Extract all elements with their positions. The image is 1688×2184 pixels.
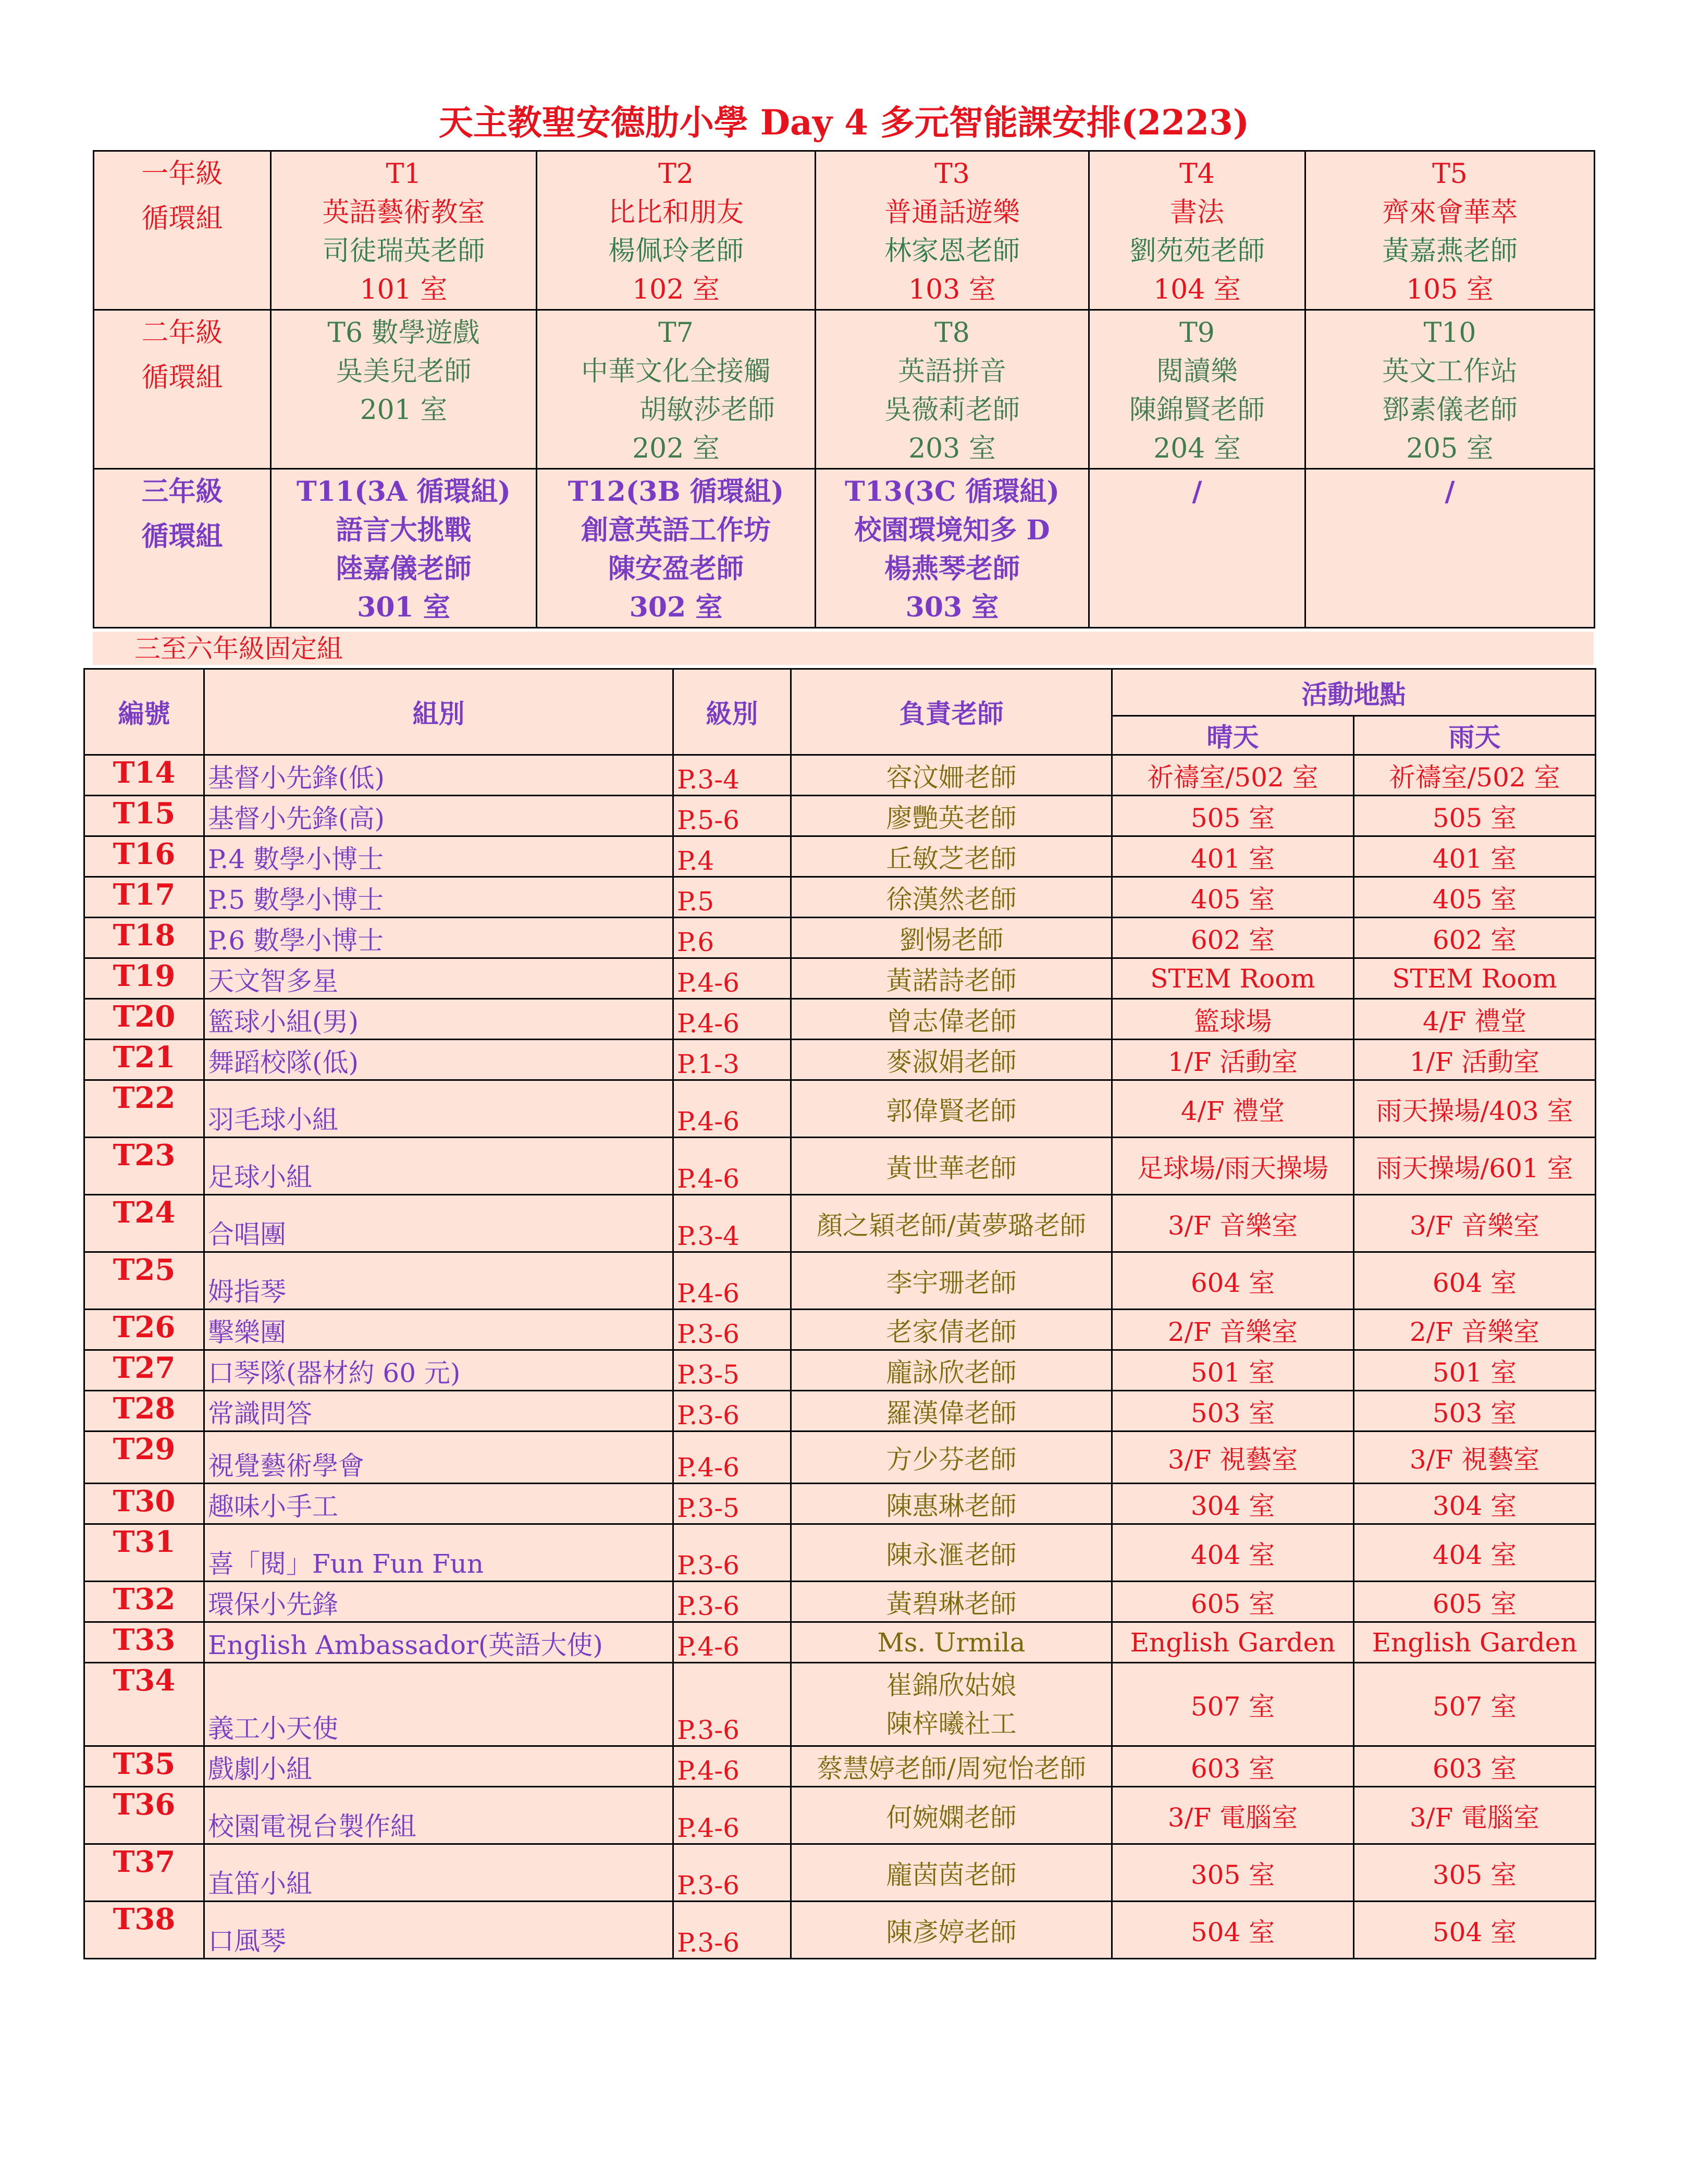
row-group-name: 趣味小手工 [204,1484,673,1524]
rotation-cell: T7 中華文化全接觸 胡敏莎老師 202 室 [537,310,816,469]
rotation-cell: T10 英文工作站 鄧素儀老師 205 室 [1305,310,1595,469]
rotation-cell: T9 閱讀樂 陳錦賢老師 204 室 [1089,310,1305,469]
row-teacher: 黃碧琳老師 [791,1582,1112,1622]
rotation-cell: T8 英語拼音 吳薇莉老師 203 室 [816,310,1089,469]
table-row [84,1622,1596,1663]
row-level: P.4-6 [673,1432,791,1484]
row-venue-sunny: 3/F 音樂室 [1112,1195,1354,1252]
table-row [84,836,1596,877]
table-row [84,1663,1596,1746]
row-group-name: 擊樂團 [204,1310,673,1350]
row-venue-sunny: 401 室 [1112,836,1354,877]
row-venue-rainy: 祈禱室/502 室 [1354,755,1596,796]
rotation-cell: / [1305,469,1595,628]
row-id: T38 [84,1902,204,1959]
row-group-name: 合唱團 [204,1195,673,1252]
row-teacher: 丘敏芝老師 [791,836,1112,877]
row-level: P.1-3 [673,1040,791,1080]
row-id: T34 [84,1663,204,1746]
row-venue-rainy: 3/F 視藝室 [1354,1432,1596,1484]
page-title: 天主教聖安德肋小學 Day 4 多元智能課安排(2223) [438,102,1250,143]
row-venue-sunny: 4/F 禮堂 [1112,1080,1354,1138]
row-group-name: 天文智多星 [204,958,673,999]
header-teacher: 負責老師 [791,669,1112,755]
row-teacher: 廖艷英老師 [791,796,1112,836]
row-venue-sunny: 3/F 電腦室 [1112,1787,1354,1844]
row-venue-sunny: 305 室 [1112,1844,1354,1902]
row-venue-rainy: 3/F 音樂室 [1354,1195,1596,1252]
row-venue-sunny: 605 室 [1112,1582,1354,1622]
row-group-name: P.5 數學小博士 [204,877,673,918]
table-row [84,1787,1596,1844]
row-venue-rainy: STEM Room [1354,958,1596,999]
row-level: P.4-6 [673,1787,791,1844]
row-venue-sunny: 304 室 [1112,1484,1354,1524]
row-id: T28 [84,1391,204,1432]
row-group-name: 羽毛球小組 [204,1080,673,1138]
group-label-p3: 三年級 循環組 [94,469,271,628]
row-venue-rainy: 305 室 [1354,1844,1596,1902]
table-row [84,1080,1596,1138]
table-row [84,796,1596,836]
row-group-name: 基督小先鋒(低) [204,755,673,796]
row-id: T14 [84,755,204,796]
row-teacher: 陳永滙老師 [791,1524,1112,1582]
table-row [84,877,1596,918]
row-venue-sunny: 604 室 [1112,1252,1354,1310]
table-row [84,1310,1596,1350]
row-venue-rainy: 505 室 [1354,796,1596,836]
row-id: T20 [84,999,204,1040]
rotation-cell: T3 普通話遊樂 林家恩老師 103 室 [816,151,1089,310]
fixed-group-table [83,668,1596,1959]
row-teacher: 方少芬老師 [791,1432,1112,1484]
row-teacher: 李宇珊老師 [791,1252,1112,1310]
row-venue-sunny: English Garden [1112,1622,1354,1663]
rotation-cell: / [1089,469,1305,628]
row-venue-sunny: 505 室 [1112,796,1354,836]
row-id: T32 [84,1582,204,1622]
rotation-cell: T13(3C 循環組) 校園環境知多 D 楊燕琴老師 303 室 [816,469,1089,628]
row-venue-rainy: 503 室 [1354,1391,1596,1432]
row-id: T17 [84,877,204,918]
row-teacher: 老家倩老師 [791,1310,1112,1350]
row-group-name: 喜「閱」Fun Fun Fun [204,1524,673,1582]
table-row [84,1902,1596,1959]
table-row [84,1138,1596,1195]
row-level: P.4-6 [673,1080,791,1138]
row-venue-sunny: 2/F 音樂室 [1112,1310,1354,1350]
row-venue-rainy: 1/F 活動室 [1354,1040,1596,1080]
row-teacher: 曾志偉老師 [791,999,1112,1040]
row-group-name: 籃球小組(男) [204,999,673,1040]
row-level: P.3-5 [673,1484,791,1524]
row-teacher: 陳彥婷老師 [791,1902,1112,1959]
row-id: T18 [84,918,204,958]
row-group-name: 基督小先鋒(高) [204,796,673,836]
row-venue-rainy: 504 室 [1354,1902,1596,1959]
row-id: T22 [84,1080,204,1138]
rotation-cell: T4 書法 劉苑苑老師 104 室 [1089,151,1305,310]
row-level: P.4-6 [673,1252,791,1310]
row-level: P.3-4 [673,755,791,796]
row-venue-rainy: 3/F 電腦室 [1354,1787,1596,1844]
row-group-name: 舞蹈校隊(低) [204,1040,673,1080]
header-venue: 活動地點 [1112,669,1596,716]
row-level: P.4 [673,836,791,877]
row-id: T24 [84,1195,204,1252]
row-level: P.4-6 [673,1622,791,1663]
table-row [84,1844,1596,1902]
header-sunny: 晴天 [1112,716,1354,755]
row-teacher: 郭偉賢老師 [791,1080,1112,1138]
header-level: 級別 [673,669,791,755]
rotation-cell: T5 齊來會華萃 黃嘉燕老師 105 室 [1305,151,1595,310]
row-teacher: 蔡慧婷老師/周宛怡老師 [791,1746,1112,1787]
row-venue-rainy: 304 室 [1354,1484,1596,1524]
table-row [84,918,1596,958]
row-venue-sunny: 足球場/雨天操場 [1112,1138,1354,1195]
row-venue-rainy: 4/F 禮堂 [1354,999,1596,1040]
row-venue-rainy: 404 室 [1354,1524,1596,1582]
header-id: 編號 [84,669,204,755]
table-row [84,1040,1596,1080]
row-group-name: English Ambassador(英語大使) [204,1622,673,1663]
row-venue-sunny: 祈禱室/502 室 [1112,755,1354,796]
table-row [84,999,1596,1040]
row-id: T27 [84,1350,204,1391]
row-id: T16 [84,836,204,877]
rotation-cell: T11(3A 循環組) 語言大挑戰 陸嘉儀老師 301 室 [271,469,537,628]
row-venue-sunny: 1/F 活動室 [1112,1040,1354,1080]
row-venue-rainy: 603 室 [1354,1746,1596,1787]
row-venue-rainy: 507 室 [1354,1663,1596,1746]
row-level: P.3-6 [673,1391,791,1432]
row-id: T31 [84,1524,204,1582]
row-level: P.3-6 [673,1902,791,1959]
row-teacher: 麥淑娟老師 [791,1040,1112,1080]
header-rainy: 雨天 [1354,716,1596,755]
rotation-cell: T2 比比和朋友 楊佩玲老師 102 室 [537,151,816,310]
row-group-name: 口風琴 [204,1902,673,1959]
row-venue-sunny: 3/F 視藝室 [1112,1432,1354,1484]
row-venue-rainy: 405 室 [1354,877,1596,918]
row-venue-sunny: 507 室 [1112,1663,1354,1746]
table-row [84,1391,1596,1432]
table-row [84,1582,1596,1622]
row-level: P.6 [673,918,791,958]
row-teacher: Ms. Urmila [791,1622,1112,1663]
table-row [84,1484,1596,1524]
table-row [84,755,1596,796]
row-level: P.3-6 [673,1310,791,1350]
row-id: T36 [84,1787,204,1844]
row-venue-sunny: 603 室 [1112,1746,1354,1787]
row-venue-rainy: 501 室 [1354,1350,1596,1391]
rotation-table [93,150,1595,628]
row-venue-rainy: 雨天操場/403 室 [1354,1080,1596,1138]
row-group-name: P.6 數學小博士 [204,918,673,958]
row-level: P.4-6 [673,1138,791,1195]
row-group-name: 義工小天使 [204,1663,673,1746]
row-group-name: 常識問答 [204,1391,673,1432]
row-venue-rainy: English Garden [1354,1622,1596,1663]
row-id: T37 [84,1844,204,1902]
row-level: P.5-6 [673,796,791,836]
rotation-cell: T6 數學遊戲 吳美兒老師 201 室 [271,310,537,469]
row-group-name: 戲劇小組 [204,1746,673,1787]
row-level: P.3-4 [673,1195,791,1252]
row-level: P.3-6 [673,1524,791,1582]
row-teacher: 容汶姍老師 [791,755,1112,796]
table-row [84,1432,1596,1484]
row-level: P.3-6 [673,1582,791,1622]
row-venue-rainy: 雨天操場/601 室 [1354,1138,1596,1195]
row-venue-sunny: 602 室 [1112,918,1354,958]
row-group-name: 校園電視台製作組 [204,1787,673,1844]
row-id: T33 [84,1622,204,1663]
row-id: T21 [84,1040,204,1080]
fixed-table-body [84,755,1596,1959]
row-id: T15 [84,796,204,836]
group-label-p1: 一年級 循環組 [94,151,271,310]
group-label-p2: 二年級 循環組 [94,310,271,469]
row-group-name: 口琴隊(器材約 60 元) [204,1350,673,1391]
row-teacher: 顏之穎老師/黃夢璐老師 [791,1195,1112,1252]
row-level: P.4-6 [673,999,791,1040]
row-venue-sunny: STEM Room [1112,958,1354,999]
row-teacher: 劉惕老師 [791,918,1112,958]
row-group-name: 姆指琴 [204,1252,673,1310]
row-id: T26 [84,1310,204,1350]
row-teacher: 黃諾詩老師 [791,958,1112,999]
table-row [84,1524,1596,1582]
row-group-name: 環保小先鋒 [204,1582,673,1622]
row-teacher: 龐茵茵老師 [791,1844,1112,1902]
row-group-name: 視覺藝術學會 [204,1432,673,1484]
rotation-cell: T12(3B 循環組) 創意英語工作坊 陳安盈老師 302 室 [537,469,816,628]
row-group-name: P.4 數學小博士 [204,836,673,877]
row-teacher: 陳惠琳老師 [791,1484,1112,1524]
row-group-name: 直笛小組 [204,1844,673,1902]
row-venue-sunny: 籃球場 [1112,999,1354,1040]
row-venue-rainy: 605 室 [1354,1582,1596,1622]
row-teacher: 徐漢然老師 [791,877,1112,918]
row-level: P.3-6 [673,1844,791,1902]
row-id: T25 [84,1252,204,1310]
row-group-name: 足球小組 [204,1138,673,1195]
row-teacher: 龐詠欣老師 [791,1350,1112,1391]
row-id: T35 [84,1746,204,1787]
row-venue-sunny: 405 室 [1112,877,1354,918]
row-level: P.4-6 [673,958,791,999]
table-row [84,1195,1596,1252]
table-row [84,1350,1596,1391]
row-venue-rainy: 602 室 [1354,918,1596,958]
row-venue-sunny: 504 室 [1112,1902,1354,1959]
row-venue-sunny: 404 室 [1112,1524,1354,1582]
table-row [84,1746,1596,1787]
row-teacher: 崔錦欣姑娘 陳梓曦社工 [791,1663,1112,1746]
table-row [84,958,1596,999]
row-venue-rainy: 2/F 音樂室 [1354,1310,1596,1350]
row-venue-rainy: 401 室 [1354,836,1596,877]
rotation-cell: T1 英語藝術教室 司徒瑞英老師 101 室 [271,151,537,310]
row-venue-rainy: 604 室 [1354,1252,1596,1310]
row-level: P.3-5 [673,1350,791,1391]
row-teacher: 黃世華老師 [791,1138,1112,1195]
row-id: T19 [84,958,204,999]
row-level: P.5 [673,877,791,918]
row-venue-sunny: 501 室 [1112,1350,1354,1391]
row-id: T29 [84,1432,204,1484]
row-level: P.3-6 [673,1663,791,1746]
section-heading: 三至六年級固定組 [93,632,1594,665]
row-id: T23 [84,1138,204,1195]
row-venue-sunny: 503 室 [1112,1391,1354,1432]
row-teacher: 羅漢偉老師 [791,1391,1112,1432]
row-id: T30 [84,1484,204,1524]
header-group: 組別 [204,669,673,755]
table-row [84,1252,1596,1310]
row-level: P.4-6 [673,1746,791,1787]
row-teacher: 何婉嫻老師 [791,1787,1112,1844]
